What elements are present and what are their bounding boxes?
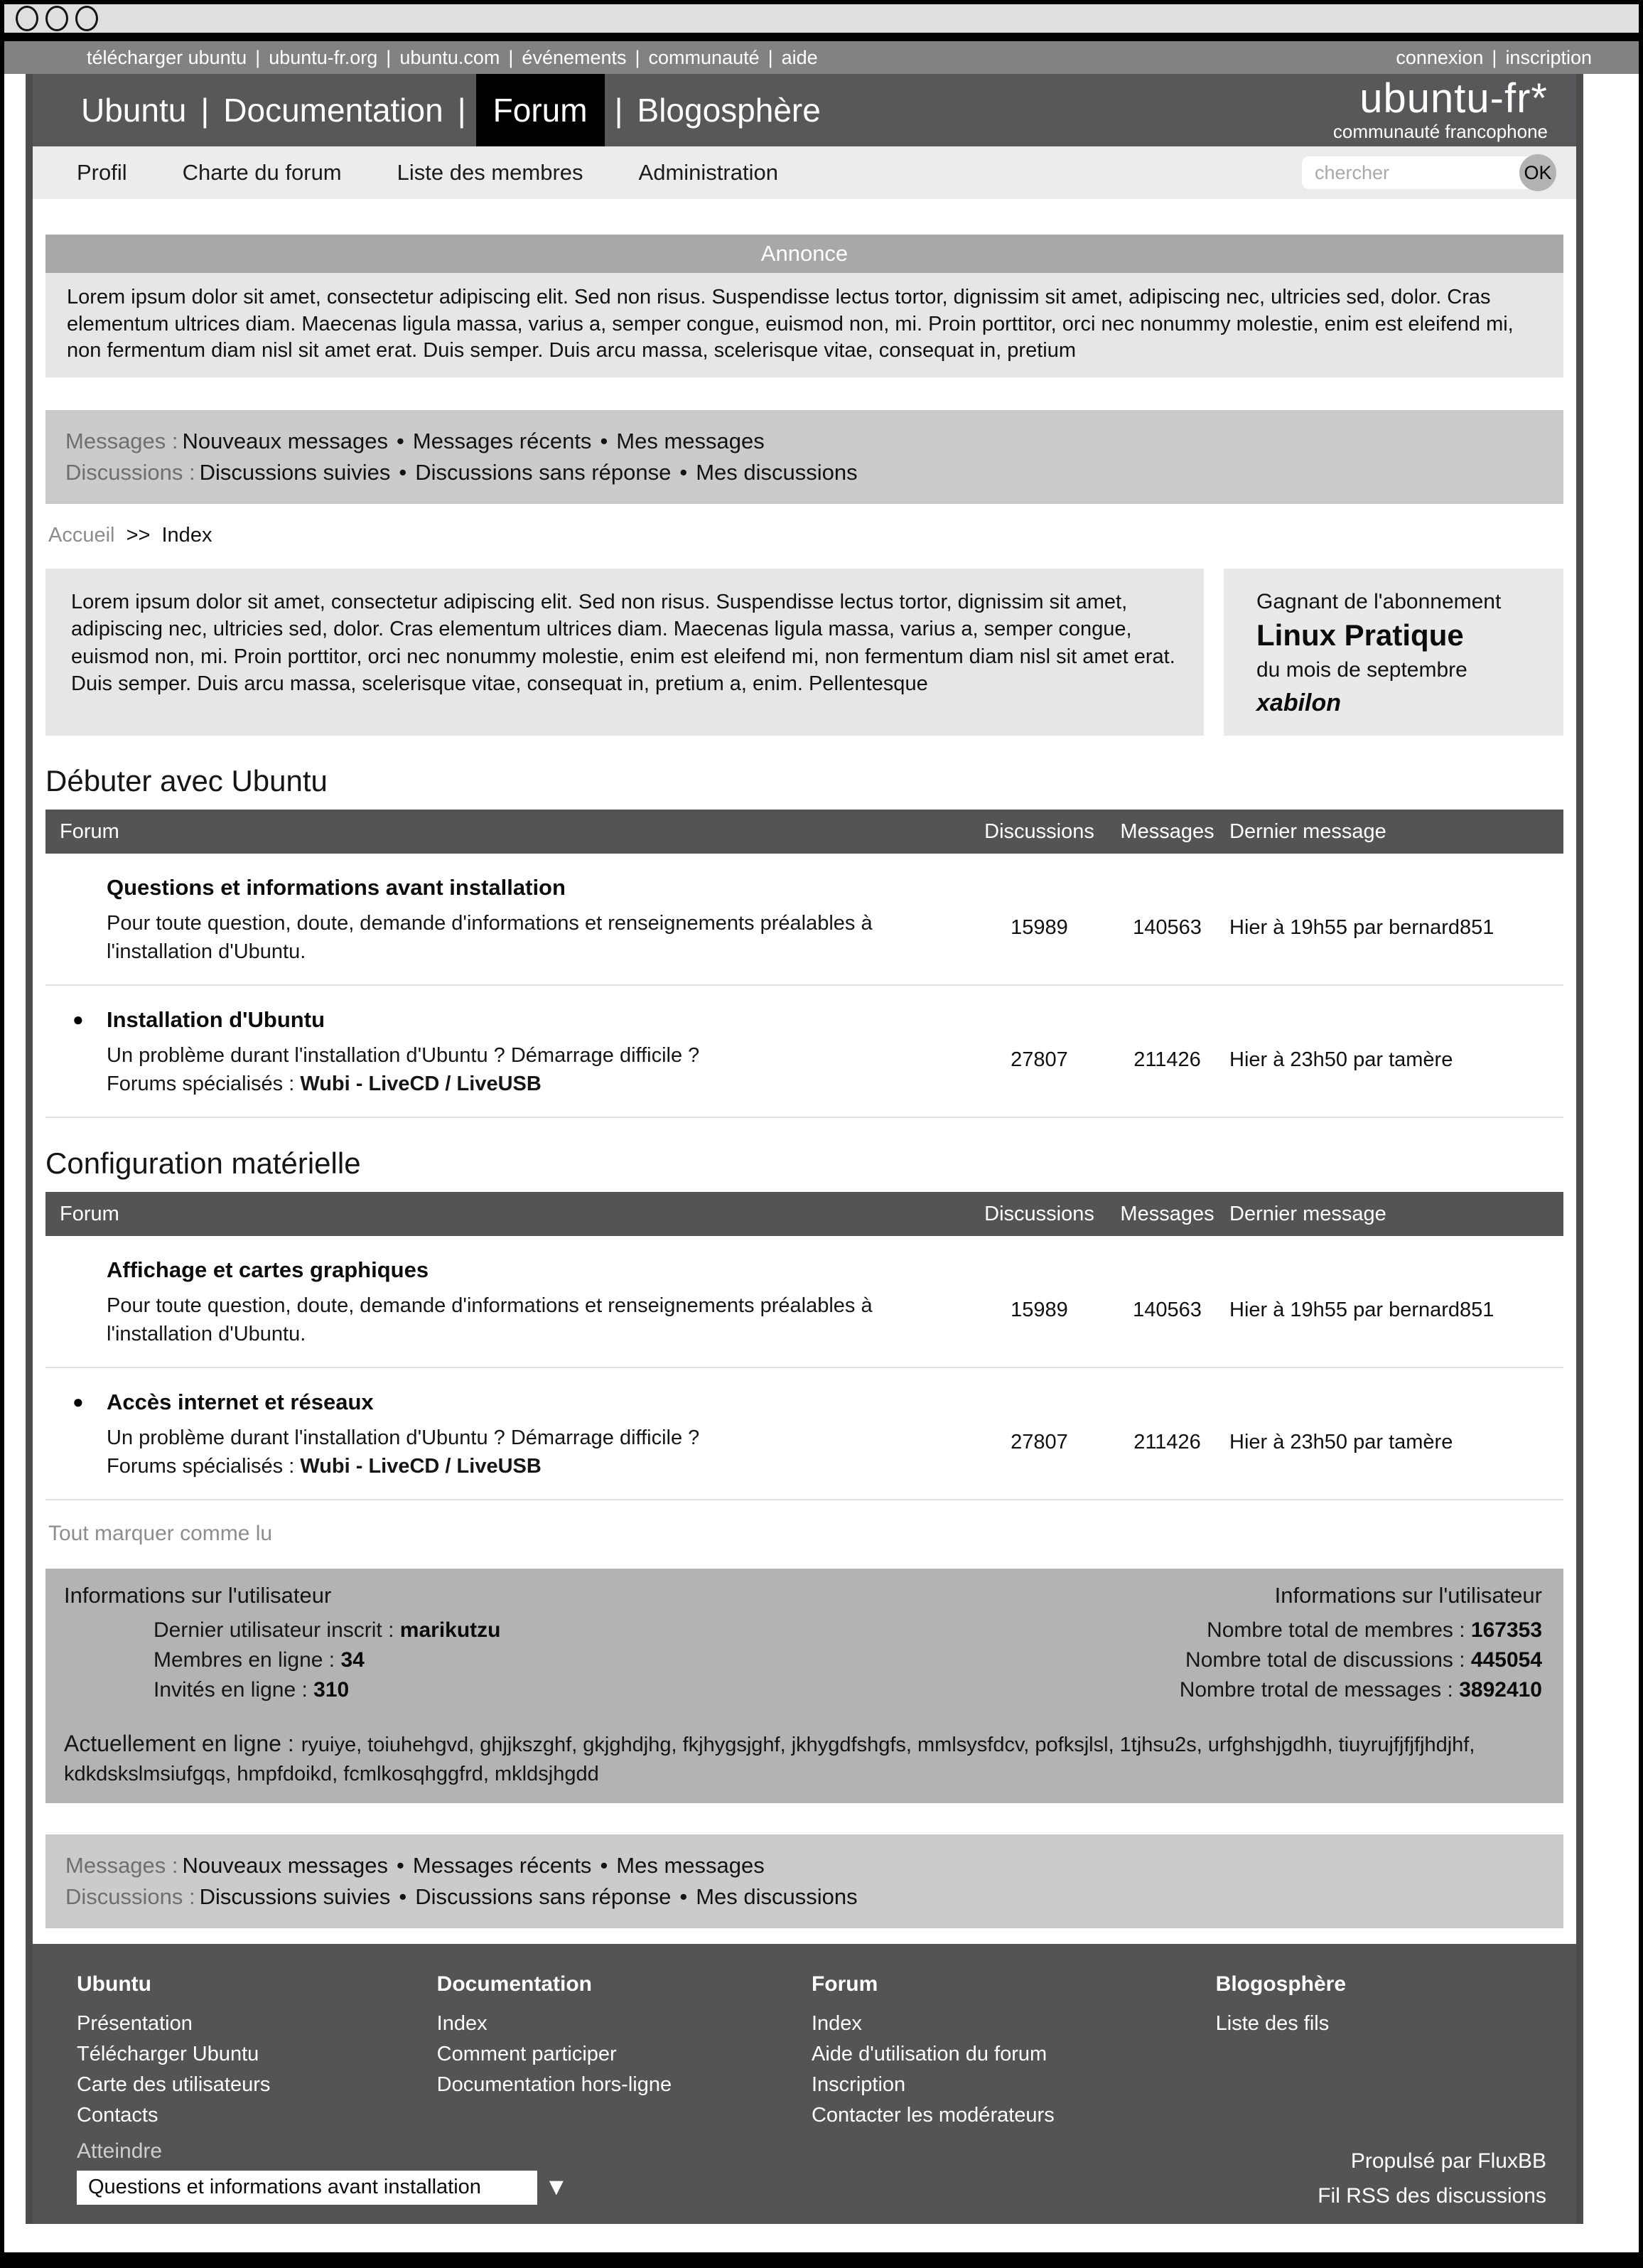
stat-line: [153, 1678, 863, 1702]
stat-label: Nombre total de discussions :: [1185, 1648, 1471, 1672]
stat-line: [863, 1678, 1542, 1702]
link-mes-discussions[interactable]: Mes discussions: [696, 1883, 858, 1909]
intro-text-panel: Lorem ipsum dolor sit amet, consectetur adipiscing elit. Sed non risus. Suspendisse lectus tortor, dignissim sit amet, adipiscing nec, ultricies sed, dolor. Cras elementum ultrices diam. Maecenas ligula massa, varius a, semper congue, euismod non, mi. Proin porttitor, orci nec nonummy molestie, enim est eleifend mi, non fermentum diam nisl sit amet erat. Duis semper. Duis arcu massa, scelerisque vitae, consequat in, pretium a, enim. Pellentesque: [45, 569, 1204, 736]
discussions-count: 15989: [1011, 916, 1068, 940]
user-info-right-title: Informations sur l'utilisateur: [1274, 1583, 1542, 1608]
separator: •: [679, 460, 688, 485]
stat-value: 445054: [1470, 1648, 1542, 1672]
separator: •: [397, 429, 404, 454]
discussions-quicklinks: [65, 1884, 1544, 1910]
link-inscription[interactable]: inscription: [1505, 46, 1592, 68]
forum-desc-text: Un problème durant l'installation d'Ubuntu ? Démarrage difficile ?: [107, 1426, 700, 1450]
menu-administration[interactable]: Administration: [638, 160, 778, 185]
chevron-down-icon[interactable]: ▼: [544, 2173, 569, 2201]
footer-link[interactable]: Présentation: [77, 2011, 193, 2035]
online-users-line: [64, 1728, 1545, 1788]
discussions-count: 15989: [1011, 1299, 1068, 1322]
discussions-count: 27807: [1011, 1431, 1068, 1454]
forum-desc-text: Pour toute question, doute, demande d'informations et renseignements préalables à l'installation d'Ubuntu.: [107, 912, 873, 964]
subforums-label: Forums spécialisés :: [107, 1455, 301, 1478]
link-mes-messages[interactable]: Mes messages: [616, 1852, 765, 1878]
footer-link[interactable]: Comment participer: [436, 2042, 617, 2065]
footer-link[interactable]: Carte des utilisateurs: [77, 2073, 271, 2097]
forum-link[interactable]: Questions et informations avant installation: [107, 875, 566, 901]
link-ubuntu-fr-org[interactable]: ubuntu-fr.org: [269, 46, 378, 68]
rss-feed-link[interactable]: Fil RSS des discussions: [1318, 2184, 1546, 2208]
unread-bullet-icon: ●: [72, 1391, 84, 1413]
forum-menu-bar: [33, 146, 1576, 199]
link-ubuntu-com[interactable]: ubuntu.com: [399, 46, 500, 68]
forum-link[interactable]: Affichage et cartes graphiques: [107, 1257, 429, 1283]
user-info-columns: [64, 1583, 1545, 1708]
winner-username[interactable]: xabilon: [1256, 689, 1342, 717]
bottom-gap: [4, 2224, 1639, 2252]
forum-cell: [45, 875, 974, 966]
subforums-links[interactable]: Wubi - LiveCD / LiveUSB: [300, 1455, 542, 1478]
last-message-link[interactable]: Hier à 19h55 par bernard851: [1229, 1299, 1494, 1322]
window-control-icon[interactable]: [75, 6, 98, 31]
link-evenements[interactable]: événements: [522, 46, 627, 68]
window-titlebar: [4, 4, 1639, 33]
winner-magazine: Linux Pratique: [1256, 618, 1464, 652]
link-nouveaux-messages[interactable]: Nouveaux messages: [182, 1852, 389, 1878]
announcement-panel: [45, 235, 1563, 377]
quicklinks-panel: [45, 410, 1563, 504]
user-info-right: [863, 1583, 1545, 1708]
announcement-body: Lorem ipsum dolor sit amet, consectetur adipiscing elit. Sed non risus. Suspendisse lectus tortor, dignissim sit amet, adipiscing nec, ultricies sed, dolor. Cras elementum ultrices diam. Maecenas ligula massa, varius a, semper congue, euismod non, mi. Proin porttitor, orci nec nonummy molestie, enim est eleifend mi, non fermentum diam nisl sit amet erat. Duis semper. Duis arcu massa, scelerisque vitae, consequat in, pretium: [45, 273, 1563, 377]
stat-value: 167353: [1470, 1618, 1542, 1643]
footer-col-documentation: [437, 1972, 812, 2134]
discussions-label: Discussions :: [65, 460, 195, 485]
announcement-title: Annonce: [45, 235, 1563, 273]
jump-to-select[interactable]: Questions et informations avant installation: [77, 2171, 537, 2205]
menu-liste-des-membres[interactable]: Liste des membres: [397, 160, 583, 185]
stat-label: Invités en ligne :: [153, 1678, 314, 1702]
forum-title-line: [107, 1257, 945, 1283]
stat-value[interactable]: marikutzu: [399, 1618, 501, 1643]
messages-quicklinks: [65, 1853, 1544, 1879]
main-content: [33, 199, 1576, 1928]
site-header: [33, 74, 1576, 146]
forum-link[interactable]: Accès internet et réseaux: [107, 1390, 374, 1415]
footer-link[interactable]: Contacts: [77, 2104, 158, 2127]
forum-description: [107, 1424, 945, 1480]
top-links-left: [87, 47, 818, 69]
winner-line1: Gagnant de l'abonnement: [1256, 590, 1502, 614]
stat-line: [153, 1648, 863, 1672]
nav-documentation[interactable]: Documentation: [223, 92, 443, 129]
discussions-count: 27807: [1011, 1048, 1068, 1072]
jump-to-row: [77, 2171, 569, 2205]
column-forum: Forum: [60, 1202, 119, 1225]
link-messages-recents[interactable]: Messages récents: [412, 429, 592, 454]
column-messages: Messages: [1120, 819, 1214, 843]
messages-label: Messages :: [65, 429, 178, 454]
link-discussions-sans-reponse[interactable]: Discussions sans réponse: [415, 460, 672, 485]
last-message-link[interactable]: Hier à 19h55 par bernard851: [1229, 916, 1494, 940]
separator: |: [767, 46, 773, 68]
footer-link[interactable]: Télécharger Ubuntu: [77, 2042, 259, 2065]
table-row: [45, 986, 1563, 1118]
forum-title-line: [72, 1007, 945, 1033]
separator: •: [600, 1852, 608, 1878]
stat-line: [153, 1618, 863, 1643]
messages-count: 211426: [1133, 1048, 1201, 1072]
site-nav: [77, 74, 825, 146]
footer-link[interactable]: Contacter les modérateurs: [811, 2104, 1055, 2127]
column-discussions: Discussions: [984, 819, 1094, 843]
stat-line: [863, 1618, 1542, 1643]
link-connexion[interactable]: connexion: [1396, 46, 1484, 68]
separator: |: [200, 92, 210, 129]
footer-col-forum: [812, 1972, 1216, 2134]
subforums-links[interactable]: Wubi - LiveCD / LiveUSB: [300, 1073, 542, 1096]
menu-charte-du-forum[interactable]: Charte du forum: [182, 160, 342, 185]
link-nouveaux-messages[interactable]: Nouveaux messages: [182, 429, 389, 454]
messages-label: Messages :: [65, 1852, 178, 1878]
breadcrumb: [45, 524, 1563, 547]
stat-value: 3892410: [1459, 1678, 1542, 1702]
user-info-left-lines: [153, 1618, 863, 1702]
separator: |: [508, 46, 514, 68]
search-ok-button[interactable]: OK: [1519, 154, 1556, 191]
separator: |: [614, 92, 623, 129]
winner-line3: du mois de septembre: [1256, 658, 1467, 682]
breadcrumb-index: Index: [161, 524, 212, 547]
forum-table: [45, 1192, 1563, 1500]
table-row: [45, 1236, 1563, 1368]
forum-link[interactable]: Installation d'Ubuntu: [107, 1007, 325, 1033]
footer-link[interactable]: Inscription: [811, 2073, 906, 2097]
forum-title-line: [107, 875, 945, 901]
link-communaute[interactable]: communauté: [648, 46, 760, 68]
footer-link[interactable]: Index: [436, 2011, 487, 2035]
online-users-label: Actuellement en ligne :: [64, 1731, 294, 1757]
site-footer: [33, 1944, 1576, 2224]
table-row: [45, 854, 1563, 986]
column-dernier-message: Dernier message: [1229, 819, 1386, 843]
powered-by-link[interactable]: Propulsé par FluxBB: [1350, 2149, 1546, 2173]
quicklinks-panel-bottom: [45, 1834, 1563, 1928]
stat-label: Dernier utilisateur inscrit :: [153, 1618, 400, 1643]
section-title-configuration: Configuration matérielle: [45, 1146, 361, 1181]
table-header: [45, 1192, 1563, 1236]
footer-link[interactable]: Index: [811, 2011, 862, 2035]
footer-bottom: [77, 2139, 1546, 2214]
link-telecharger-ubuntu[interactable]: télécharger ubuntu: [87, 46, 247, 68]
forum-cell: [45, 1390, 974, 1480]
user-info-left: [64, 1583, 863, 1708]
column-dernier-message: Dernier message: [1229, 1202, 1386, 1225]
page-frame: [26, 74, 1583, 2224]
nav-blogosphere[interactable]: Blogosphère: [637, 92, 821, 129]
footer-link[interactable]: Liste des fils: [1215, 2011, 1330, 2035]
column-forum: Forum: [60, 819, 119, 843]
user-info-panel: [45, 1569, 1563, 1802]
link-discussions-suivies[interactable]: Discussions suivies: [199, 460, 391, 485]
forum-subforums-line: [107, 1070, 945, 1098]
section-title-debuter: Débuter avec Ubuntu: [45, 764, 328, 798]
stat-label: Nombre trotal de messages :: [1179, 1678, 1460, 1702]
forum-description: [107, 1041, 945, 1098]
footer-col-ubuntu: [77, 1972, 437, 2134]
nav-ubuntu[interactable]: Ubuntu: [81, 92, 187, 129]
menu-profil[interactable]: Profil: [77, 160, 127, 185]
messages-quicklinks: [65, 429, 1544, 454]
discussions-label: Discussions :: [65, 1883, 195, 1909]
messages-count: 140563: [1133, 916, 1202, 940]
discussions-quicklinks: [65, 460, 1544, 485]
footer-col-blogosphere: [1216, 1972, 1546, 2134]
top-link-bar: [4, 41, 1639, 74]
forum-cell: [45, 1257, 974, 1348]
table-header: [45, 810, 1563, 854]
stat-value: 34: [340, 1648, 365, 1672]
link-discussions-sans-reponse[interactable]: Discussions sans réponse: [415, 1883, 672, 1909]
stat-label: Nombre total de membres :: [1207, 1618, 1471, 1643]
forum-title-line: [72, 1390, 945, 1415]
last-message-link[interactable]: Hier à 23h50 par tamère: [1229, 1431, 1453, 1454]
subforums-label: Forums spécialisés :: [107, 1073, 301, 1096]
forum-description: [107, 1291, 945, 1348]
separator: •: [397, 1852, 404, 1878]
footer-meta-links: [1318, 2144, 1546, 2214]
footer-heading: Blogosphère: [1215, 1972, 1347, 1996]
site-logo: [1332, 75, 1548, 143]
forum-desc-text: Un problème durant l'installation d'Ubuntu ? Démarrage difficile ?: [107, 1044, 700, 1068]
forum-desc-text: Pour toute question, doute, demande d'informations et renseignements préalables à l'installation d'Ubuntu.: [107, 1294, 873, 1346]
separator: •: [679, 1883, 688, 1909]
separator: •: [399, 460, 407, 485]
breadcrumb-accueil[interactable]: Accueil: [48, 524, 115, 547]
footer-heading: Documentation: [436, 1972, 592, 1996]
jump-to-label: Atteindre: [77, 2139, 163, 2163]
link-mes-messages[interactable]: Mes messages: [616, 429, 765, 454]
footer-heading: Ubuntu: [77, 1972, 151, 1996]
forum-table: [45, 810, 1563, 1118]
link-discussions-suivies[interactable]: Discussions suivies: [199, 1883, 391, 1909]
separator: |: [457, 92, 466, 129]
user-info-left-title: Informations sur l'utilisateur: [64, 1583, 332, 1608]
intro-row: [45, 569, 1563, 736]
search-area: [1302, 154, 1556, 191]
logo-title: ubuntu-fr*: [1359, 75, 1548, 122]
window-control-icon[interactable]: [16, 6, 38, 31]
column-discussions: Discussions: [984, 1202, 1094, 1225]
messages-count: 140563: [1133, 1299, 1202, 1322]
messages-count: 211426: [1133, 1431, 1201, 1454]
bottom-bar: [4, 2252, 1639, 2264]
separator: •: [399, 1883, 407, 1909]
unread-bullet-icon: ●: [72, 1009, 84, 1031]
separator: |: [1492, 46, 1497, 68]
table-row: [45, 1368, 1563, 1500]
footer-link[interactable]: Documentation hors-ligne: [436, 2073, 672, 2097]
footer-link[interactable]: Aide d'utilisation du forum: [811, 2042, 1047, 2065]
divider: [4, 33, 1639, 41]
nav-forum-active[interactable]: Forum: [476, 74, 605, 146]
online-users-list[interactable]: ryuiye, toiuhehgvd, ghjjkszghf, gkjghdjhg, fkjhygsjghf, jkhygdfshgfs, mmlsysfdcv, pofksjlsl, 1tjhsu2s, urfghshjgdhh, tiuyrujfjfjfjhdjhf, kdkdskslmsiufgqs, hmpfdoikd, fcmlkosqhggfrd, mkldsjhgdd: [64, 1734, 1475, 1785]
stat-line: [863, 1648, 1542, 1672]
stat-label: Membres en ligne :: [153, 1648, 341, 1672]
link-messages-recents[interactable]: Messages récents: [412, 1852, 592, 1878]
breadcrumb-separator: >>: [126, 524, 151, 547]
logo-subtitle: communauté francophone: [1332, 120, 1548, 142]
link-mes-discussions[interactable]: Mes discussions: [696, 460, 858, 485]
column-messages: Messages: [1120, 1202, 1214, 1225]
last-message-link[interactable]: Hier à 23h50 par tamère: [1229, 1048, 1453, 1072]
separator: |: [255, 46, 261, 68]
subscription-winner-panel: [1224, 569, 1563, 736]
separator: •: [600, 429, 608, 454]
separator: |: [386, 46, 392, 68]
stat-value: 310: [313, 1678, 350, 1702]
window-control-icon[interactable]: [45, 6, 68, 31]
search-input[interactable]: [1302, 156, 1536, 189]
link-aide[interactable]: aide: [781, 46, 818, 68]
separator: |: [635, 46, 640, 68]
top-links-right: [1396, 47, 1592, 69]
footer-columns: [77, 1972, 1546, 2134]
mark-all-read-link[interactable]: Tout marquer comme lu: [48, 1522, 273, 1546]
forum-cell: [45, 1007, 974, 1098]
forum-subforums-line: [107, 1452, 945, 1480]
footer-heading: Forum: [811, 1972, 878, 1996]
jump-to-area: [77, 2139, 569, 2205]
forum-description: [107, 909, 945, 966]
